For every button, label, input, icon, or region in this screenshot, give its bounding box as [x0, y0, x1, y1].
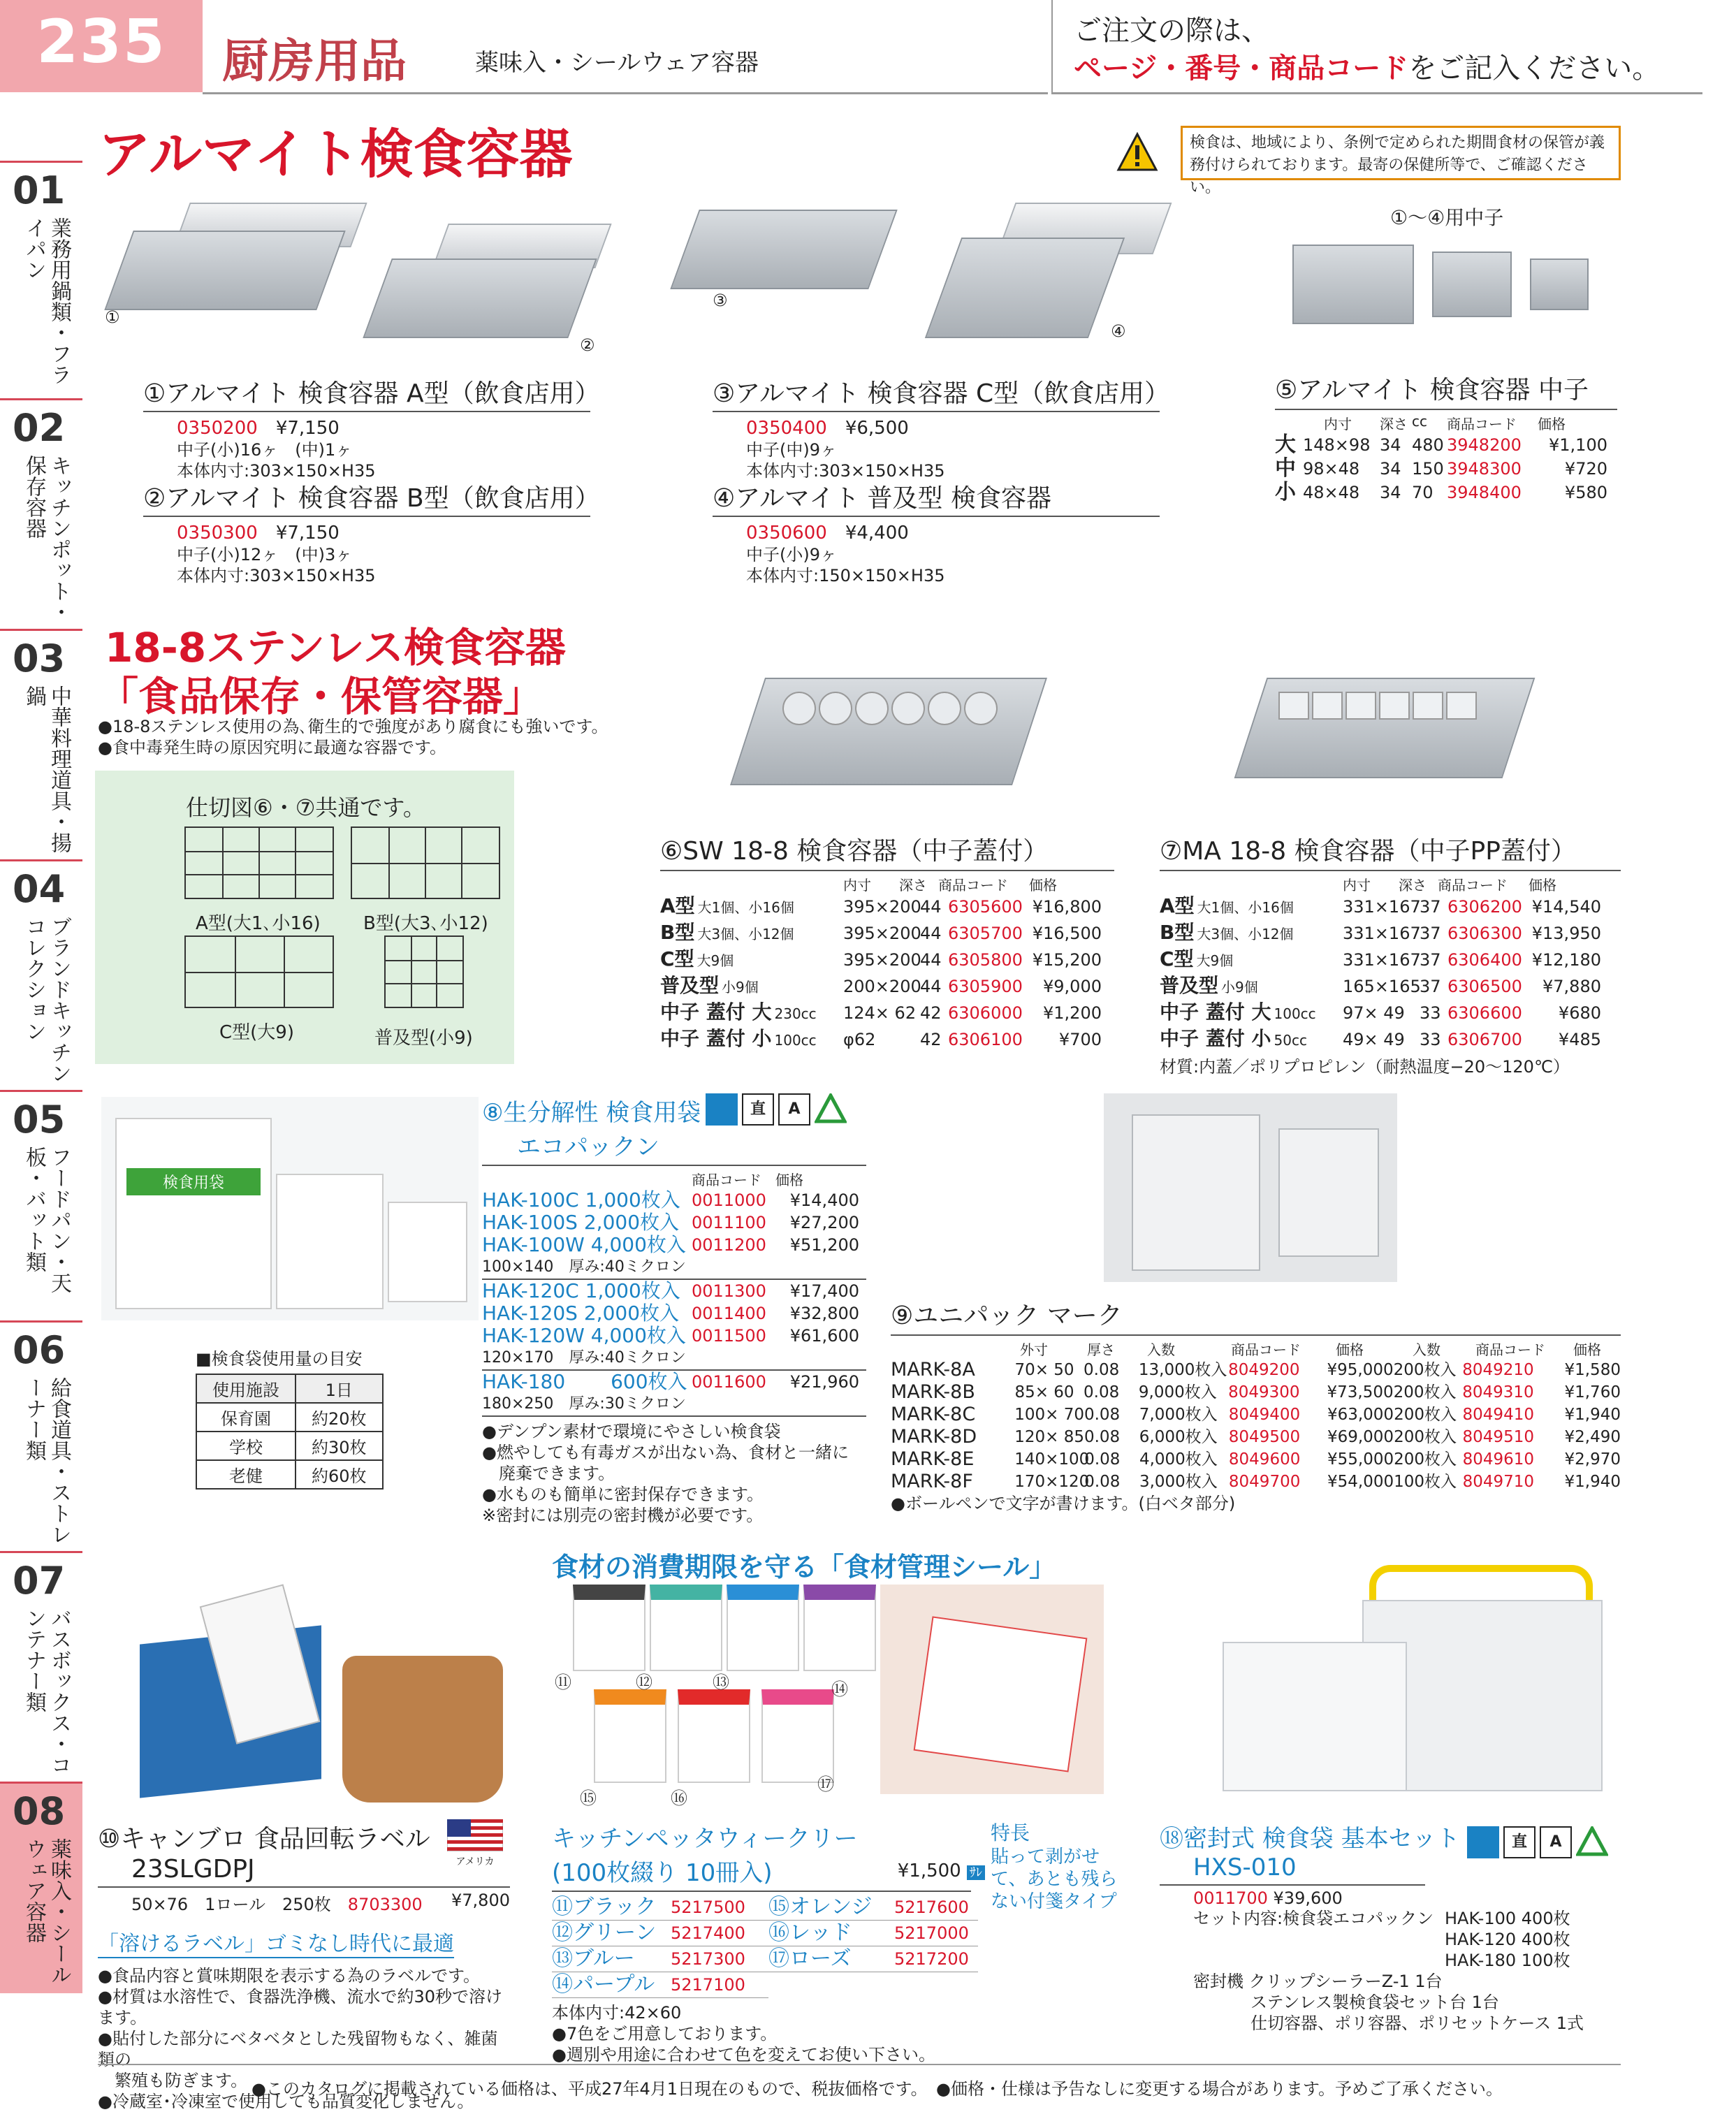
diagram-a [184, 826, 334, 899]
table-row: C型 大9個 395×200 44 6305800 ¥15,200 [660, 947, 1102, 970]
petta-note: ●週別や用途に合わせて色を変えてお使い下さい。 [552, 2045, 935, 2064]
product-image-b: ② [363, 224, 601, 356]
sidebar-tab-01[interactable]: 01 業務用鍋類・フライパン [0, 161, 82, 393]
warning-icon [1116, 131, 1158, 173]
order-note-rest: をご記入ください。 [1408, 52, 1661, 85]
product-image-ma [1237, 664, 1544, 803]
sidebar-tab-06[interactable]: 06 給食道具・ストレーナー類 [0, 1320, 82, 1546]
alumite-product-2: ②アルマイト 検食容器 B型（飲食店用） 0350300 ¥7,150 中子(小)12ヶ (中)3ヶ 本体内寸:303×150×H35 [143, 484, 600, 585]
tax-badge-icon: ｻﾚ [967, 1865, 985, 1880]
product-image-petta-closeup [880, 1585, 1104, 1794]
ecopack-table: ⑧生分解性 検食用袋 エコパックン 直 A 商品コード 価格 HAK-100C 1,000枚入 0011000 ¥14,400 HAK-100S 2,000枚入 0011100 ¥27,200 HAK-100W 4,000枚入 0011200 ¥51,200 100×140 厚み:40ミクロン HAK-120C 1,000枚入 0011300 ¥17,400 HAK-120S 2,000枚入 0011400 ¥32,800 HAK-120W 4,000枚入 0011500 ¥61,600 120×170 厚み:40ミクロン HAK-180 600枚入 0011600 ¥21,960 180×250 厚み:30ミクロン ●デンプン素材で環境にやさしい検食袋 ●燃やしても有毒ガスが出ない為、食材と一緒に 廃棄できます。 ●水ものも簡単に密封保存できます。 ※密封には別売の密封機が必要です。 [482, 1093, 866, 1526]
section-subtitle: 薬味入・シールウェア容器 [475, 49, 759, 77]
product-image-nakago [1292, 238, 1607, 335]
table-row: 保育園 約20枚 [196, 1403, 383, 1432]
table-row: 中子 蓋付 小 50cc 49× 49 33 6306700 ¥485 [1160, 1027, 1601, 1050]
ecopack-note: ●燃やしても有毒ガスが出ない為、食材と一緒に [482, 1443, 849, 1462]
table-row: 老健 約60枚 [196, 1460, 383, 1489]
alumite-title: アルマイト検食容器 [98, 123, 573, 185]
sealset-bag: HAK-100 400枚 [1445, 1909, 1570, 1928]
table-row: 180×250 厚み:30ミクロン [482, 1393, 866, 1417]
list-item: ⑭パープル 5217100 [552, 1972, 768, 1998]
petta-product: キッチンペッタウィークリー (100枚綴り 10冊入) ¥1,500 ｻﾚ ⑪ブラック 5217500 ⑫グリーン 5217400 ⑬ブルー 5217300 ⑭パープル 5217100 ⑮オレンジ 5217600 ⑯レッド 5217000 ⑰ローズ 5217200 本体内寸:42×60 ●7色をご用意しております。 ●週別や用途に合わせて色を変えてお使い下さい。 [552, 1819, 985, 2065]
table-row: A型 大1個、小16個 331×167 37 6306200 ¥14,540 [1160, 894, 1601, 917]
ecopack-icons [706, 1093, 847, 1128]
nakago-table: ⑤アルマイト 検食容器 中子 内寸 深さ cc 商品コード 価格 大 148×98 34 480 3948200 ¥1,100 中 98×48 34 150 3948300 ¥720 小 48×48 34 70 3948400 ¥580 [1275, 370, 1617, 504]
ecopack-note: ●デンプン素材で環境にやさしい検食袋 [482, 1422, 781, 1441]
sw-table: ⑥SW 18-8 検食容器（中子蓋付） 内寸 深さ 商品コード 価格 A型 大1個、小16個 395×200 44 6305600 ¥16,800 B型 大3個、小12個 395×200 44 6305700 ¥16,500 C型 大9個 395×200 44 6305800 ¥15,200 普及型 小9個 200×200 44 6305900 ¥9,000 中子 蓋付 大 230cc 124× 62 42 6306000 ¥1,200 中子 蓋付 小 100cc φ62 42 6306100 ¥700 [660, 831, 1114, 1054]
table-row: HAK-100W 4,000枚入 0011200 ¥51,200 [482, 1233, 859, 1256]
order-note-line2 [1074, 46, 1660, 86]
sidebar-tab-07[interactable]: 07 バスボックス・コンテナー類 [0, 1551, 82, 1777]
product-image-sw [734, 664, 1041, 803]
footer-right: ●価格・仕様は予告なしに変更する場合があります。予めご了承ください。 [936, 2079, 1503, 2099]
sealset-bag: HAK-180 100枚 [1445, 1951, 1570, 1970]
list-item: ⑪ブラック 5217500 [552, 1895, 768, 1921]
bag-label: 検食用袋 [126, 1168, 261, 1195]
partition-diagram: 仕切図⑥・⑦共通です。 A型(大1､小16) B型(大3､小12) C型(大9) 普及型(小9) [95, 771, 514, 1064]
table-row: HAK-120W 4,000枚入 0011500 ¥61,600 [482, 1324, 859, 1347]
list-item: ⑮オレンジ 5217600 [768, 1895, 978, 1921]
table-row: B型 大3個、小12個 331×167 37 6306300 ¥13,950 [1160, 921, 1601, 944]
diagram-c [184, 935, 334, 1008]
usage-table: ■検食袋使用量の目安 使用施設 1日 保育園 約20枚 学校 約30枚 老健 約60枚 [196, 1345, 384, 1490]
order-note-emphasis: ページ・番号・商品コード [1074, 52, 1409, 85]
green-purchase-icon [706, 1093, 738, 1126]
ecopack-note: ※密封には別売の密封機が必要です。 [482, 1506, 764, 1525]
table-row: 学校 約30枚 [196, 1432, 383, 1460]
ecopack-note: ●水ものも簡単に密封保存できます。 [482, 1485, 764, 1504]
footer-left: ●このカタログに掲載されている価格は、平成27年4月1日現在のもので、税抜価格です。 [251, 2079, 928, 2099]
stainless-title-1: 18-8ステンレス検食容器 [105, 624, 566, 671]
recycle-icon [1576, 1826, 1608, 1861]
sealset-icons [1467, 1826, 1608, 1861]
section-title: 厨房用品 [222, 34, 407, 88]
table-row: A型 大1個、小16個 395×200 44 6305600 ¥16,800 [660, 894, 1102, 917]
alumite-product-4: ④アルマイト 普及型 検食容器 0350600 ¥4,400 中子(小)9ヶ 本体内寸:150×150×H35 [713, 479, 1160, 586]
sidebar [0, 161, 82, 1991]
table-row: 中 98×48 34 150 3948300 ¥720 [1275, 456, 1607, 481]
alumite-product-1: ①アルマイト 検食容器 A型（飲食店用） 0350200 ¥7,150 中子(小)16ヶ (中)1ヶ 本体内寸:303×150×H35 [143, 379, 600, 481]
table-row: MARK-8A 70× 50 0.08 13,000枚入 8049200 ¥95,000 200枚入 8049210 ¥1,580 [891, 1359, 1621, 1381]
stainless-bullet-1: ●18-8ステンレス使用の為､衛生的で強度があり腐食にも強いです。 [98, 717, 608, 736]
cambro-tagline: 「溶けるラベル」ゴミなし時代に最適 [98, 1926, 454, 1958]
product-image-petta: ⑪ ⑫ ⑬ ⑭ ⑮ ⑯ ⑰ [552, 1585, 873, 1808]
cambro-note: ●食品内容と賞味期限を表示する為のラベルです。 [98, 1966, 481, 1986]
petta-note: 本体内寸:42×60 [552, 2003, 682, 2023]
order-note-line1: ご注文の際は、 [1074, 15, 1269, 47]
nakago-caption: ①〜④用中子 [1390, 206, 1504, 229]
table-row: MARK-8B 85× 60 0.08 9,000枚入 8049300 ¥73,500 200枚入 8049310 ¥1,760 [891, 1381, 1621, 1403]
sealset-bag: HAK-120 400枚 [1445, 1930, 1570, 1949]
sealset-product: ⑱密封式 検食袋 基本セット HXS-010 直 A 0011700 ¥39,600 セット内容:検食袋エコパックン HAK-100 400枚 HAK-120 400枚 HAK-180 100枚 密封機 クリップシーラーZ-1 1台 ステンレス製検食袋セット台 1台 仕切容器、ポリ容器、ポリセットケース 1式 [1160, 1819, 1621, 2034]
table-row: HAK-120S 2,000枚入 0011400 ¥32,800 [482, 1302, 859, 1325]
a-rank-icon: A [778, 1093, 810, 1126]
list-item: ⑯レッド 5217000 [768, 1921, 978, 1946]
recycle-icon [815, 1093, 847, 1128]
sidebar-tab-05[interactable]: 05 フードパン・天板・バット類 [0, 1090, 82, 1316]
direct-ship-icon: 直 [742, 1093, 774, 1126]
stainless-title-2: 「食品保存・保管容器」 [98, 673, 544, 720]
sidebar-tab-03[interactable]: 03 中華料理道具・揚鍋 [0, 629, 82, 854]
table-row: 中子 蓋付 小 100cc φ62 42 6306100 ¥700 [660, 1027, 1102, 1050]
table-row: HAK-180 600枚入 0011600 ¥21,960 [482, 1370, 859, 1393]
table-row: 大 148×98 34 480 3948200 ¥1,100 [1275, 432, 1607, 457]
table-row: 小 48×48 34 70 3948400 ¥580 [1275, 480, 1607, 504]
diagram-title: 仕切図⑥・⑦共通です。 [186, 794, 425, 821]
usa-flag-icon: アメリカ [447, 1819, 503, 1868]
order-note-box [1051, 0, 1702, 94]
table-row: MARK-8E 140×100 0.08 4,000枚入 8049600 ¥55,000 200枚入 8049610 ¥2,970 [891, 1448, 1621, 1470]
list-item: ⑬ブルー 5217300 [552, 1946, 768, 1972]
cambro-product: ⑩キャンブロ 食品回転ラベル 23SLGDPJ アメリカ 50×76 1ロール 250枚 8703300 ¥7,800 「溶けるラベル」ゴミなし時代に最適 ●食品内容と賞味期限を表示する為のラベルです。 ●材質は水溶性で、食器洗浄機、流水で約30秒で溶けます。 ●貼付した部分にベタベタとした残留物もなく、雑菌類の 繁殖も防ぎます。 ●冷蔵室･冷凍室で使用しても品質変化しません。 [98, 1819, 510, 2112]
petta-feature: 特長 貼って剥がせて、あとも残らない付箋タイプ [991, 1821, 1118, 1912]
warning-box: 検食は、地域により、条例で定められた期間食材の保管が義務付けられております。最寄の保健所等で、ご確認ください。 [1181, 126, 1621, 180]
ma-table: ⑦MA 18-8 検食容器（中子PP蓋付） 内寸 深さ 商品コード 価格 A型 大1個、小16個 331×167 37 6306200 ¥14,540 B型 大3個、小12個 331×167 37 6306300 ¥13,950 C型 大9個 331×167 37 6306400 ¥12,180 普及型 小9個 165×165 37 6306500 ¥7,880 中子 蓋付 大 100cc 97× 49 33 6306600 ¥680 中子 蓋付 小 50cc 49× 49 33 6306700 ¥485 材質:内蓋／ポリプロピレン（耐熱温度−20〜120℃） [1160, 831, 1621, 1077]
product-image-cambro [133, 1586, 524, 1803]
table-row: C型 大9個 331×167 37 6306400 ¥12,180 [1160, 947, 1601, 970]
product-image-d: ④ [922, 203, 1202, 349]
sidebar-tab-04[interactable]: 04 ブランドキッチンコレクション [0, 859, 82, 1085]
table-row: 中子 蓋付 大 230cc 124× 62 42 6306000 ¥1,200 [660, 1000, 1102, 1024]
sidebar-tab-02[interactable]: 02 キッチンポット・保存容器 [0, 398, 82, 624]
product-image-unipack [1104, 1093, 1397, 1282]
list-item: ⑰ローズ 5217200 [768, 1946, 978, 1972]
label-section-banner: 食材の消費期限を守る「食材管理シール」 [552, 1552, 1056, 1582]
cambro-note: ●冷蔵室･冷凍室で使用しても品質変化しません。 [98, 2092, 474, 2111]
stainless-bullet-2: ●食中毒発生時の原因究明に最適な容器です。 [98, 738, 447, 757]
green-purchase-icon [1467, 1826, 1499, 1858]
cambro-note: 繁殖も防ぎます。 [98, 2071, 248, 2090]
table-row: MARK-8C 100× 70 0.08 7,000枚入 8049400 ¥63,000 200枚入 8049410 ¥1,940 [891, 1404, 1621, 1425]
product-image-sealset [1209, 1558, 1621, 1809]
list-item: ⑫グリーン 5217400 [552, 1921, 768, 1946]
unipack-note: ●ボールペンで文字が書けます。(白ベタ部分) [891, 1494, 1236, 1513]
table-row: HAK-120C 1,000枚入 0011300 ¥17,400 [482, 1279, 859, 1302]
table-row: 普及型 小9個 200×200 44 6305900 ¥9,000 [660, 974, 1102, 997]
alumite-product-3: ③アルマイト 検食容器 C型（飲食店用） 0350400 ¥6,500 中子(中)9ヶ 本体内寸:303×150×H35 [713, 379, 1170, 481]
ma-material: 材質:内蓋／ポリプロピレン（耐熱温度−20〜120℃） [1160, 1057, 1570, 1077]
table-row: MARK-8D 120× 85 0.08 6,000枚入 8049500 ¥69,000 200枚入 8049510 ¥2,490 [891, 1426, 1621, 1448]
table-row: 中子 蓋付 大 100cc 97× 49 33 6306600 ¥680 [1160, 1000, 1601, 1024]
ecopack-note: 廃棄できます。 [482, 1464, 615, 1483]
diagram-popular [384, 935, 464, 1008]
table-row: 100×140 厚み:40ミクロン [482, 1256, 866, 1280]
sidebar-tab-08-active[interactable]: 08 薬味入・シールウェア容器 [0, 1782, 82, 1993]
product-image-ecopack [101, 1097, 479, 1320]
product-image-c: ③ [671, 196, 901, 314]
petta-note: ●7色をご用意しております。 [552, 2024, 778, 2044]
unipack-table: ⑨ユニパック マーク 外寸 厚さ 入数 商品コード 価格 入数 商品コード 価格 MARK-8A 70× 50 0.08 13,000枚入 8049200 ¥95,000 200枚入 8049210 ¥1,580 MARK-8B 85× 60 0.08 9,000枚入 8049300 ¥73,500 200枚入 8049310 ¥1,760 MARK-8C 100× 70 0.08 7,000枚入 8049400 ¥63,000 200枚入 8049410 ¥1,940 MARK-8D 120× 85 0.08 6,000枚入 8049500 ¥69,000 200枚入 8049510 ¥2,490 MARK-8E 140×100 0.08 4,000枚入 8049600 ¥55,000 200枚入 8049610 ¥2,970 MARK-8F 170×120 0.08 3,000枚入 8049700 ¥54,000 100枚入 8049710 ¥1,940 ●ボールペンで文字が書けます。(白ベタ部分) [891, 1302, 1621, 1513]
diagram-b [351, 826, 500, 899]
table-row: 120×170 厚み:40ミクロン [482, 1347, 866, 1371]
table-row: MARK-8F 170×120 0.08 3,000枚入 8049700 ¥54,000 100枚入 8049710 ¥1,940 [891, 1471, 1621, 1492]
table-row: HAK-100C 1,000枚入 0011000 ¥14,400 [482, 1188, 859, 1211]
direct-ship-icon: 直 [1503, 1826, 1536, 1858]
product-image-a: ① [105, 203, 356, 321]
table-row: 使用施設 1日 [196, 1374, 383, 1403]
table-row: HAK-100S 2,000枚入 0011100 ¥27,200 [482, 1211, 859, 1234]
a-rank-icon: A [1540, 1826, 1572, 1858]
cambro-note: ●材質は水溶性で、食器洗浄機、流水で約30秒で溶けます。 [98, 1987, 502, 2027]
table-row: B型 大3個、小12個 395×200 44 6305700 ¥16,500 [660, 921, 1102, 944]
page-number: 235 [36, 7, 166, 77]
cambro-note: ●貼付した部分にベタベタとした残留物もなく、雑菌類の [98, 2029, 498, 2069]
table-row: 普及型 小9個 165×165 37 6306500 ¥7,880 [1160, 974, 1601, 997]
